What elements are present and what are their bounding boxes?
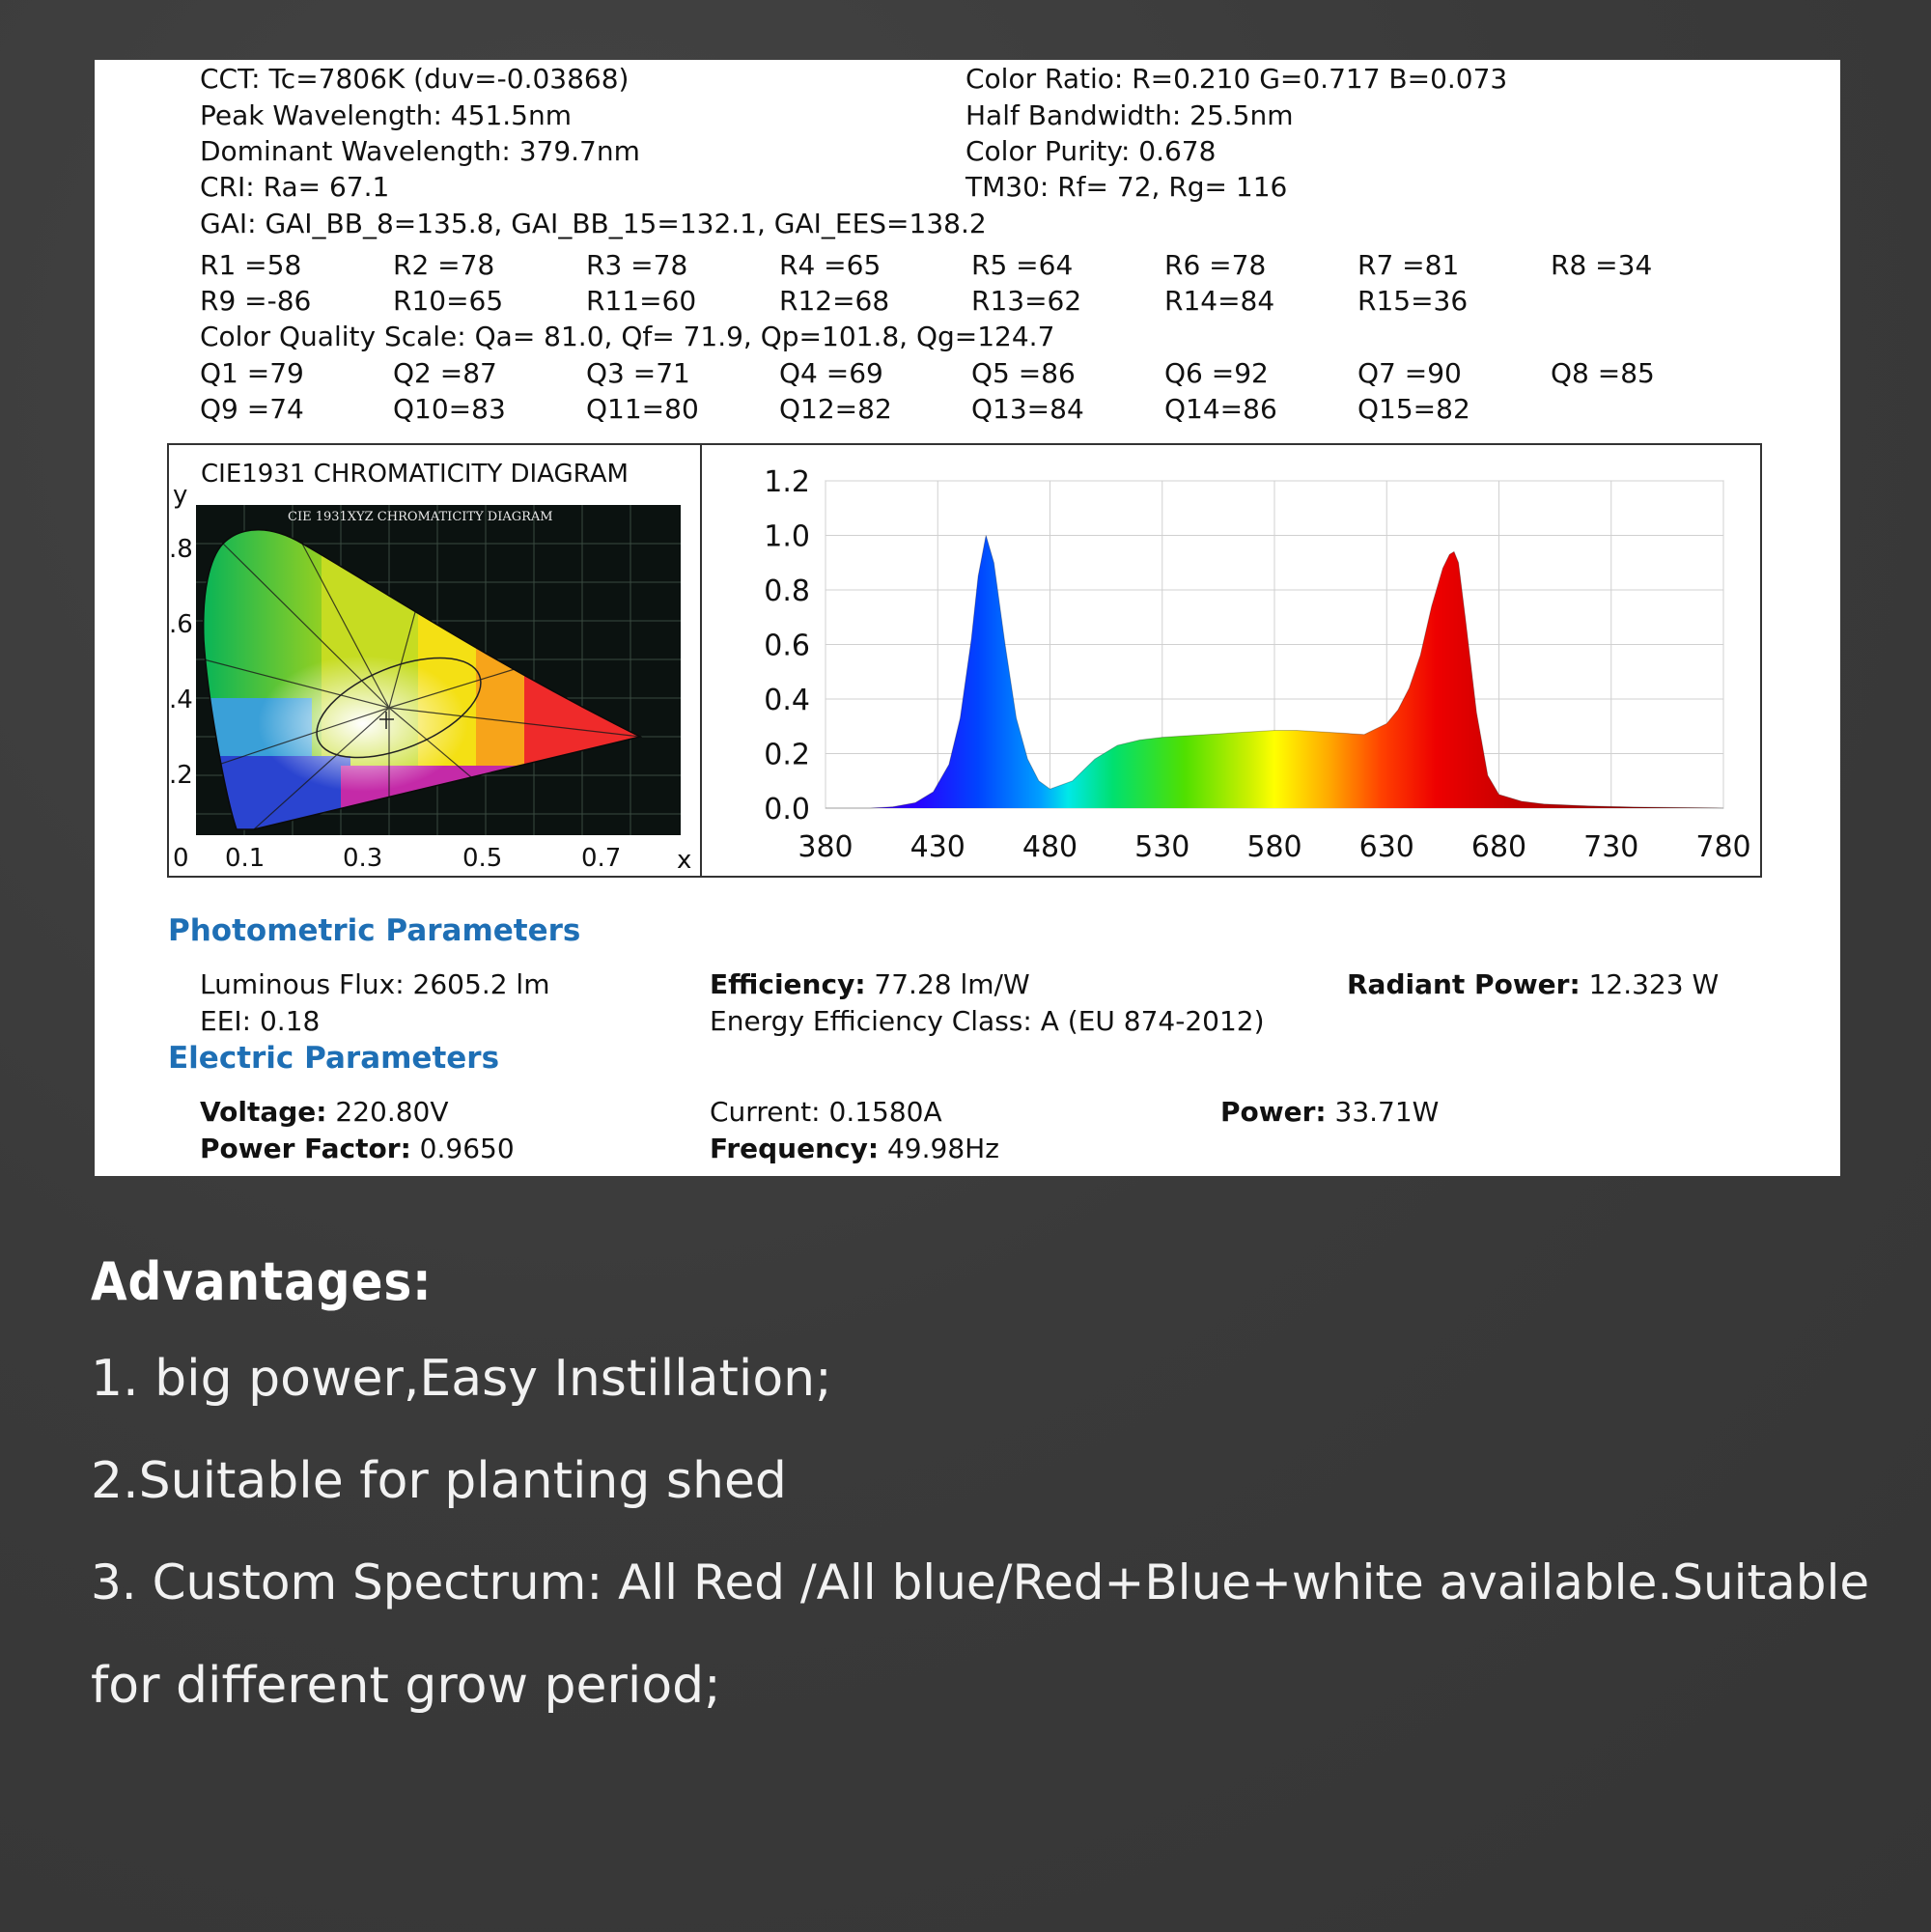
q-value: Q7 =90 — [1357, 357, 1462, 389]
spectrum-panel — [702, 445, 1760, 876]
y-tick-label: 1.2 — [764, 465, 810, 499]
r-value: R10=65 — [393, 285, 504, 317]
cie-x-tick: 0.5 — [462, 844, 503, 873]
cie-x-label: x — [677, 846, 692, 875]
color-ratio-text: Color Ratio: R=0.210 G=0.717 B=0.073 — [966, 63, 1508, 95]
cct-text: CCT: Tc=7806K (duv=-0.03868) — [200, 63, 630, 95]
r-value: R11=60 — [586, 285, 697, 317]
q-value: Q14=86 — [1164, 393, 1277, 425]
efficiency: Efficiency: 77.28 lm/W — [710, 968, 1030, 1000]
eei: EEI: 0.18 — [200, 1005, 321, 1037]
electric-title: Electric Parameters — [168, 1041, 500, 1076]
r-value: R9 =-86 — [200, 285, 312, 317]
r-value: R4 =65 — [779, 249, 882, 281]
r-value: R12=68 — [779, 285, 890, 317]
tm30-text: TM30: Rf= 72, Rg= 116 — [966, 171, 1288, 203]
power: Power: 33.71W — [1220, 1096, 1440, 1128]
cri-text: CRI: Ra= 67.1 — [200, 171, 390, 203]
advantage-item: 1. big power,Easy Instillation; — [91, 1350, 832, 1408]
y-tick-label: 0.8 — [764, 574, 810, 608]
spectrum-chart — [702, 445, 1760, 876]
q-value: Q4 =69 — [779, 357, 883, 389]
q-value: Q8 =85 — [1551, 357, 1655, 389]
y-tick-label: 0.6 — [764, 629, 810, 663]
cie-y-label: y — [173, 481, 188, 510]
color-purity-text: Color Purity: 0.678 — [966, 135, 1217, 167]
x-tick-label: 430 — [910, 830, 966, 864]
voltage: Voltage: 220.80V — [200, 1096, 449, 1128]
q-value: Q12=82 — [779, 393, 892, 425]
r-value: R2 =78 — [393, 249, 495, 281]
r-value: R13=62 — [971, 285, 1082, 317]
y-tick-label: 0.2 — [764, 738, 810, 772]
x-tick-label: 630 — [1358, 830, 1414, 864]
peak-wavelength-text: Peak Wavelength: 451.5nm — [200, 99, 572, 131]
frequency: Frequency: 49.98Hz — [710, 1133, 999, 1164]
r-value: R5 =64 — [971, 249, 1074, 281]
x-tick-label: 730 — [1583, 830, 1639, 864]
q-value: Q9 =74 — [200, 393, 304, 425]
diagram-box — [167, 443, 1762, 878]
q-value: Q2 =87 — [393, 357, 497, 389]
x-tick-label: 480 — [1021, 830, 1078, 864]
energy-class: Energy Efficiency Class: A (EU 874-2012) — [710, 1005, 1265, 1037]
advantage-item: for different grow period; — [91, 1657, 721, 1715]
cie-x-tick: 0.3 — [343, 844, 383, 873]
q-value: Q15=82 — [1357, 393, 1470, 425]
q-value: Q10=83 — [393, 393, 506, 425]
q-value: Q6 =92 — [1164, 357, 1269, 389]
x-tick-label: 580 — [1246, 830, 1302, 864]
current: Current: 0.1580A — [710, 1096, 942, 1128]
power-factor: Power Factor: 0.9650 — [200, 1133, 515, 1164]
photometric-title: Photometric Parameters — [168, 913, 581, 948]
advantage-item: 3. Custom Spectrum: All Red /All blue/Red+Blue+white available.Suitable — [91, 1554, 1870, 1610]
y-tick-label: 0.0 — [764, 793, 810, 826]
r-value: R6 =78 — [1164, 249, 1267, 281]
q-value: Q3 =71 — [586, 357, 690, 389]
half-bandwidth-text: Half Bandwidth: 25.5nm — [966, 99, 1294, 131]
y-tick-label: 0.4 — [764, 684, 810, 717]
spectrum-report — [95, 60, 1840, 1176]
r-value: R15=36 — [1357, 285, 1469, 317]
advantage-item: 2.Suitable for planting shed — [91, 1452, 787, 1510]
cie-panel — [169, 445, 702, 876]
y-tick-label: 1.0 — [764, 519, 810, 554]
cie-diagram-image — [196, 505, 681, 835]
luminous-flux: Luminous Flux: 2605.2 lm — [200, 968, 550, 1000]
cie-x-tick: 0.1 — [225, 844, 266, 873]
r-value: R7 =81 — [1357, 249, 1460, 281]
advantages-title: Advantages: — [91, 1251, 433, 1312]
q-value: Q1 =79 — [200, 357, 304, 389]
r-value: R1 =58 — [200, 249, 302, 281]
q-value: Q5 =86 — [971, 357, 1076, 389]
cie-y-tick: .2 — [169, 761, 193, 790]
cie-y-tick: .4 — [169, 686, 193, 714]
radiant-power: Radiant Power: 12.323 W — [1347, 968, 1720, 1000]
cie-y-tick: .8 — [169, 535, 193, 564]
dominant-wavelength-text: Dominant Wavelength: 379.7nm — [200, 135, 640, 167]
x-tick-label: 680 — [1470, 830, 1527, 864]
q-value: Q13=84 — [971, 393, 1084, 425]
x-tick-label: 780 — [1695, 830, 1751, 864]
r-value: R3 =78 — [586, 249, 688, 281]
x-tick-label: 380 — [798, 830, 854, 864]
cie-x-tick: 0 — [173, 844, 189, 873]
gai-text: GAI: GAI_BB_8=135.8, GAI_BB_15=132.1, GAI_EES=138.2 — [200, 208, 987, 239]
cie-title: CIE1931 CHROMATICITY DIAGRAM — [201, 460, 629, 489]
cqs-text: Color Quality Scale: Qa= 81.0, Qf= 71.9, Qp=101.8, Qg=124.7 — [200, 321, 1055, 352]
r-value: R14=84 — [1164, 285, 1275, 317]
cie-inner-title: CIE 1931XYZ CHROMATICITY DIAGRAM — [288, 510, 553, 524]
cie-y-tick: .6 — [169, 610, 193, 639]
x-tick-label: 530 — [1134, 830, 1190, 864]
r-value: R8 =34 — [1551, 249, 1653, 281]
cie-x-tick: 0.7 — [581, 844, 622, 873]
q-value: Q11=80 — [586, 393, 699, 425]
